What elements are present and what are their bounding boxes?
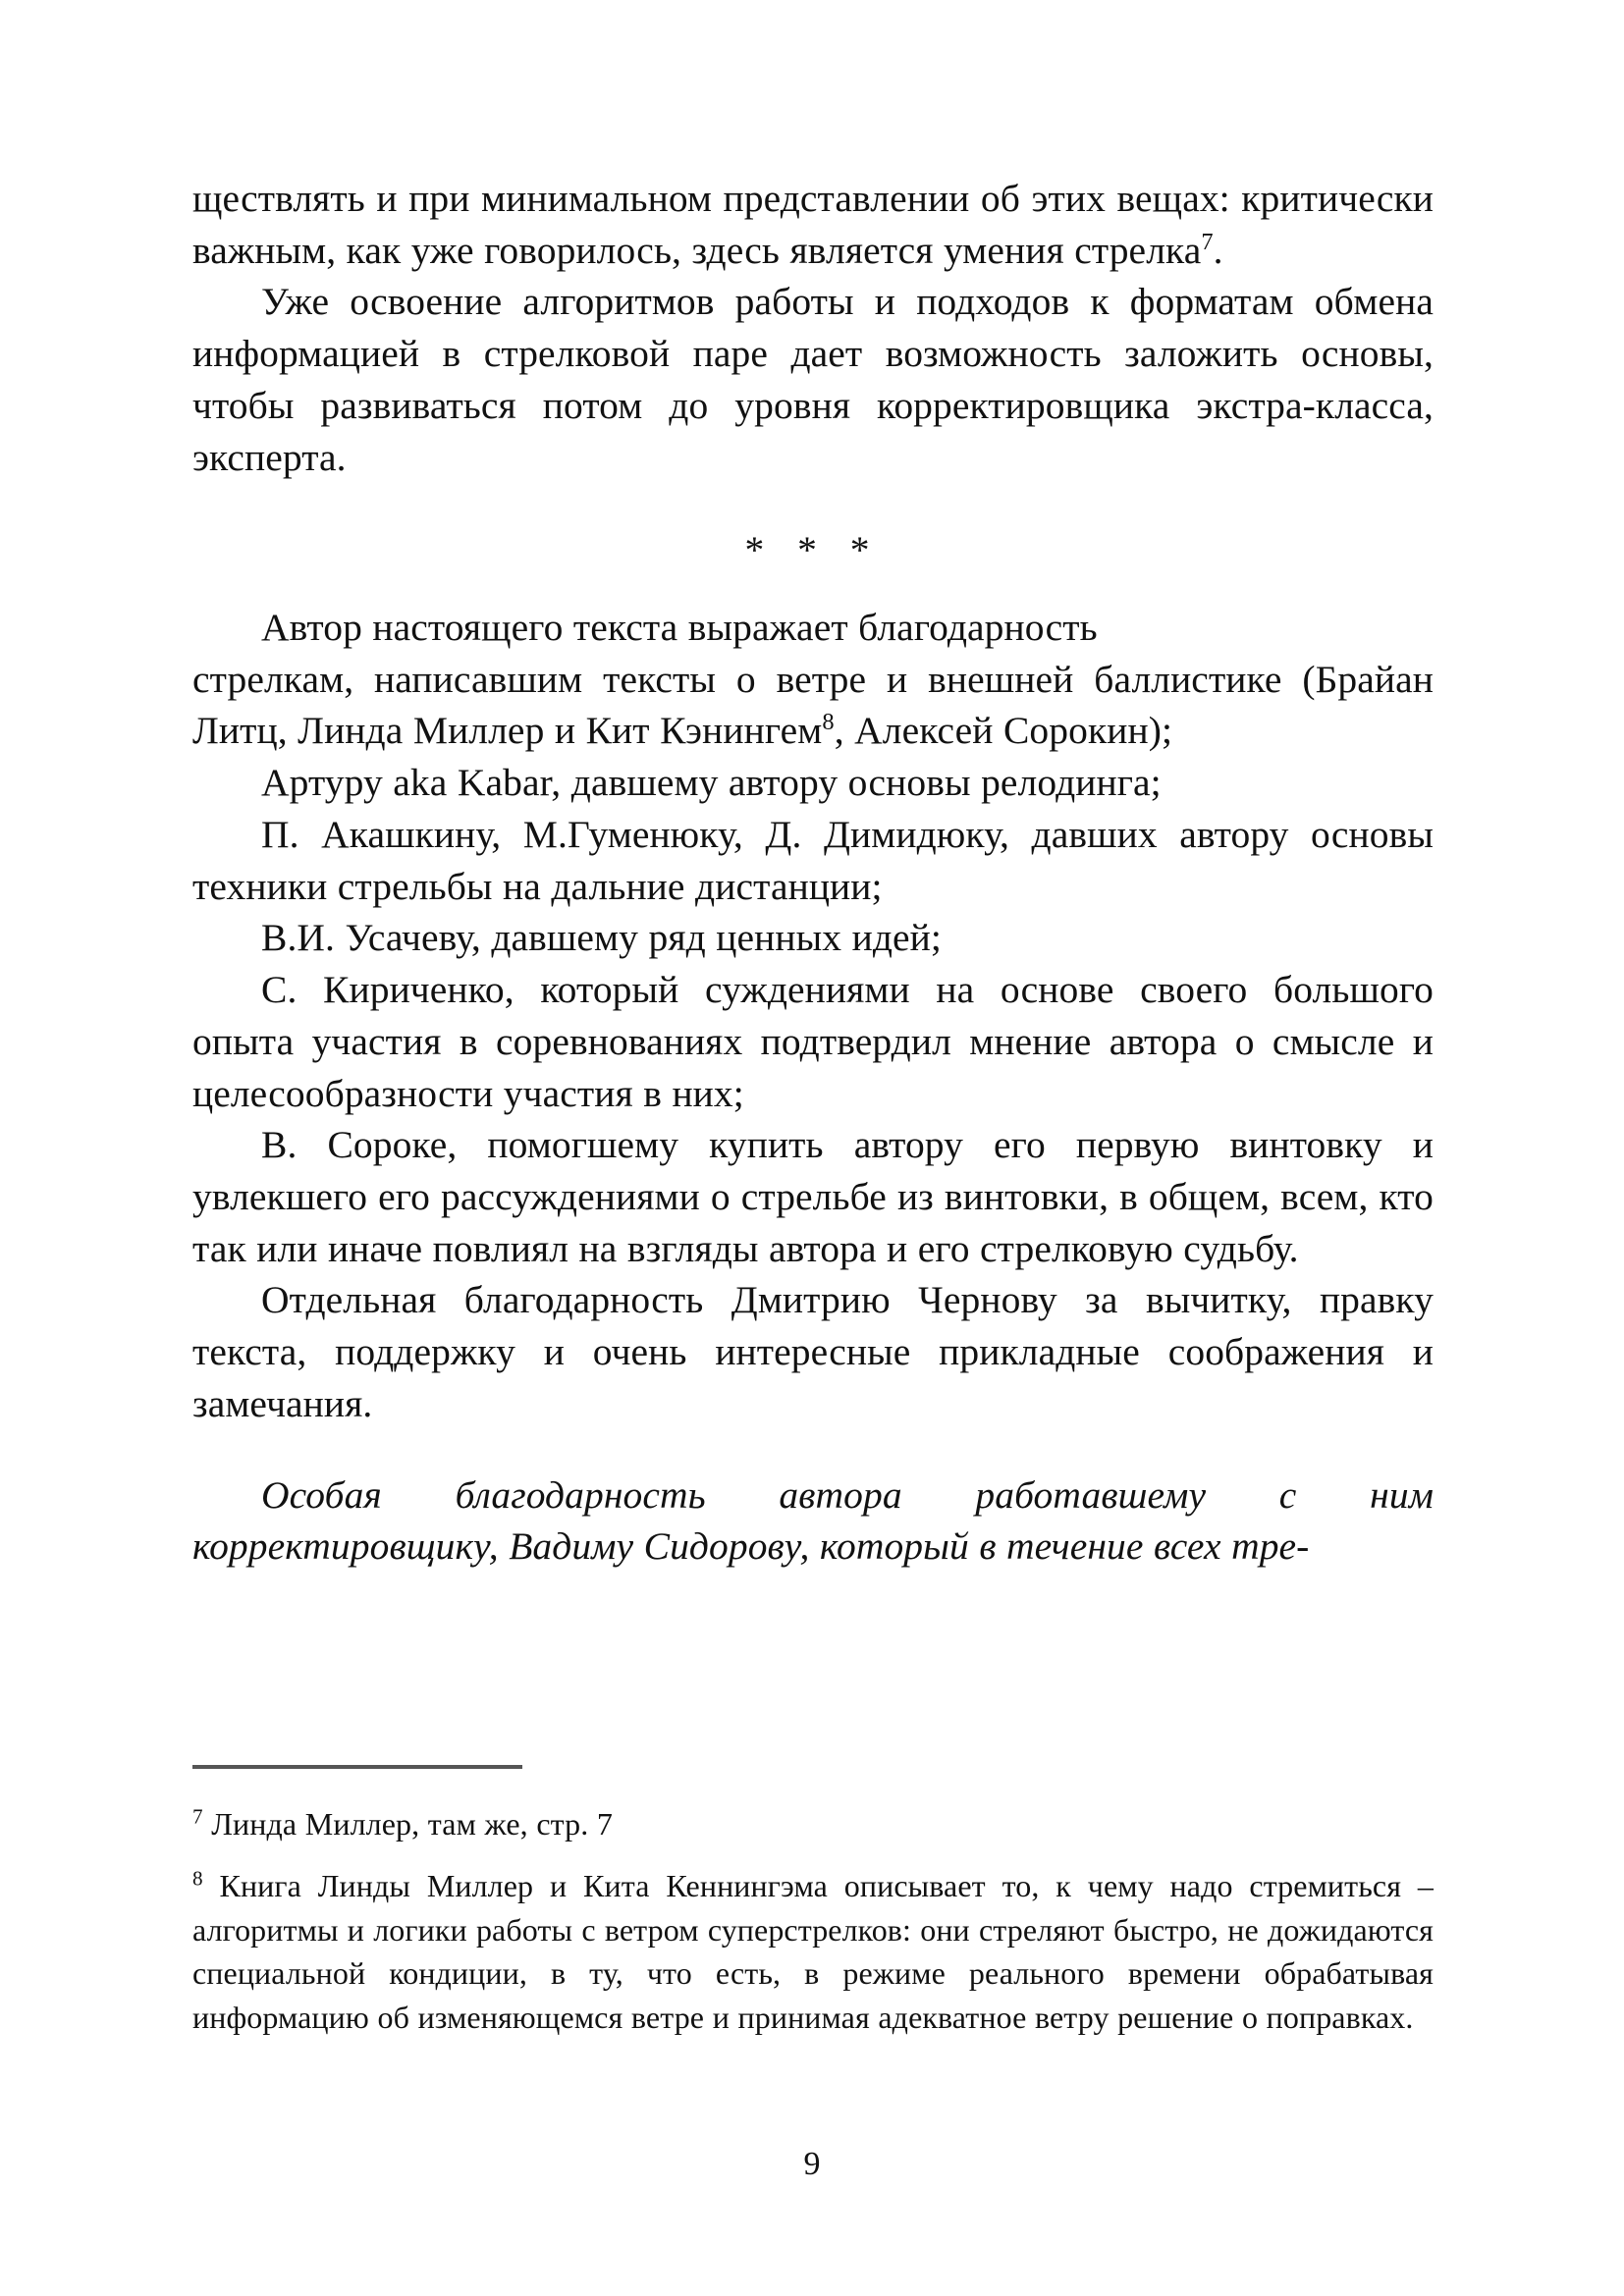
footnotes-section: [192, 1765, 1434, 2040]
footnote-item-8: [192, 1864, 1434, 2040]
footnote-reference-7[interactable]: 7: [1201, 228, 1214, 255]
paragraph-thanks-kirichenko: С. Кириченко, который суждениями на основе своего большого опыта участия в соревнованиях подтвердил мнение автора о смысле и целесообразности участия в них;: [192, 968, 1434, 1115]
footnote-text-7: Линда Миллер, там же, стр. 7: [202, 1806, 614, 1842]
footnote-separator-rule: [192, 1765, 522, 1769]
section-divider: * * *: [744, 528, 882, 572]
paragraph-acknowledgments-intro: Автор настоящего текста выражает благодарность: [261, 606, 1098, 650]
paragraph-text-tail: , Алексей Сорокин);: [834, 709, 1173, 753]
paragraph-spacer: [192, 1430, 1434, 1469]
footnote-mark-8: 8: [192, 1866, 203, 1891]
italic-acknowledgment-block: [192, 1469, 1434, 1573]
paragraph-2: Уже освоение алгоритмов работы и подходов к форматам обмена информацией в стрелковой паре дает возможность заложить основы, чтобы развиваться потом до уровня корректировщика экстра-класса, эксперта.: [192, 280, 1434, 479]
footnote-mark-7: 7: [192, 1804, 203, 1829]
paragraph-thanks-shooters: [192, 654, 1434, 757]
footnote-item-7: [192, 1802, 1434, 1846]
paragraph-text-tail: .: [1213, 228, 1223, 272]
paragraph-text: стрелкам, написавшим тексты о ветре и внешней баллистике (Брайан Литц, Линда Миллер и Кит Кэнингем: [192, 657, 1434, 753]
paragraph-thanks-chernov: Отдельная благодарность Дмитрию Чернову за вычитку, правку текста, поддержку и очень интересные прикладные соображения и замечания.: [192, 1278, 1434, 1425]
body-text-block: [192, 173, 1434, 1573]
page-number: 9: [803, 2146, 821, 2182]
paragraph-thanks-akashkin: П. Акашкину, М.Гуменюку, Д. Димидюку, давших автору основы техники стрельбы на дальние дистанции;: [192, 812, 1434, 908]
paragraph-continuation: [192, 173, 1434, 276]
paragraph-thanks-arthur: Артуру aka Kabar, давшему автору основы релодинга;: [261, 761, 1162, 805]
footnote-reference-8[interactable]: 8: [822, 709, 835, 736]
paragraph-text: ществлять и при минимальном представлении об этих вещах: критически важным, как уже говорилось, здесь является умения стрелка: [192, 177, 1434, 272]
footnote-text-8: Книга Линды Миллер и Кита Кеннингэма описывает то, к чему надо стремиться – алгоритмы и логики работы с ветром суперстрелков: они стреляют быстро, не дожидаются специальной кондиции, в ту, что есть, в режиме реального времени обрабатывая информацию об изменяющемся ветре и принимая адекватное ветру решение о поправках.: [192, 1867, 1434, 2036]
paragraph-thanks-sidorov-italic: Особая благодарность автора работавшему с ним корректировщику, Вадиму Сидорову, который в течение всех тре-: [192, 1472, 1434, 1569]
paragraph-thanks-soroka: В. Сороке, помогшему купить автору его первую винтовку и увлекшего его рассуждениями о стрельбе из винтовки, в общем, всем, кто так или иначе повлиял на взгляды автора и его стрелковую судьбу.: [192, 1123, 1434, 1270]
paragraph-thanks-usachev: В.И. Усачеву, давшему ряд ценных идей;: [261, 916, 942, 960]
